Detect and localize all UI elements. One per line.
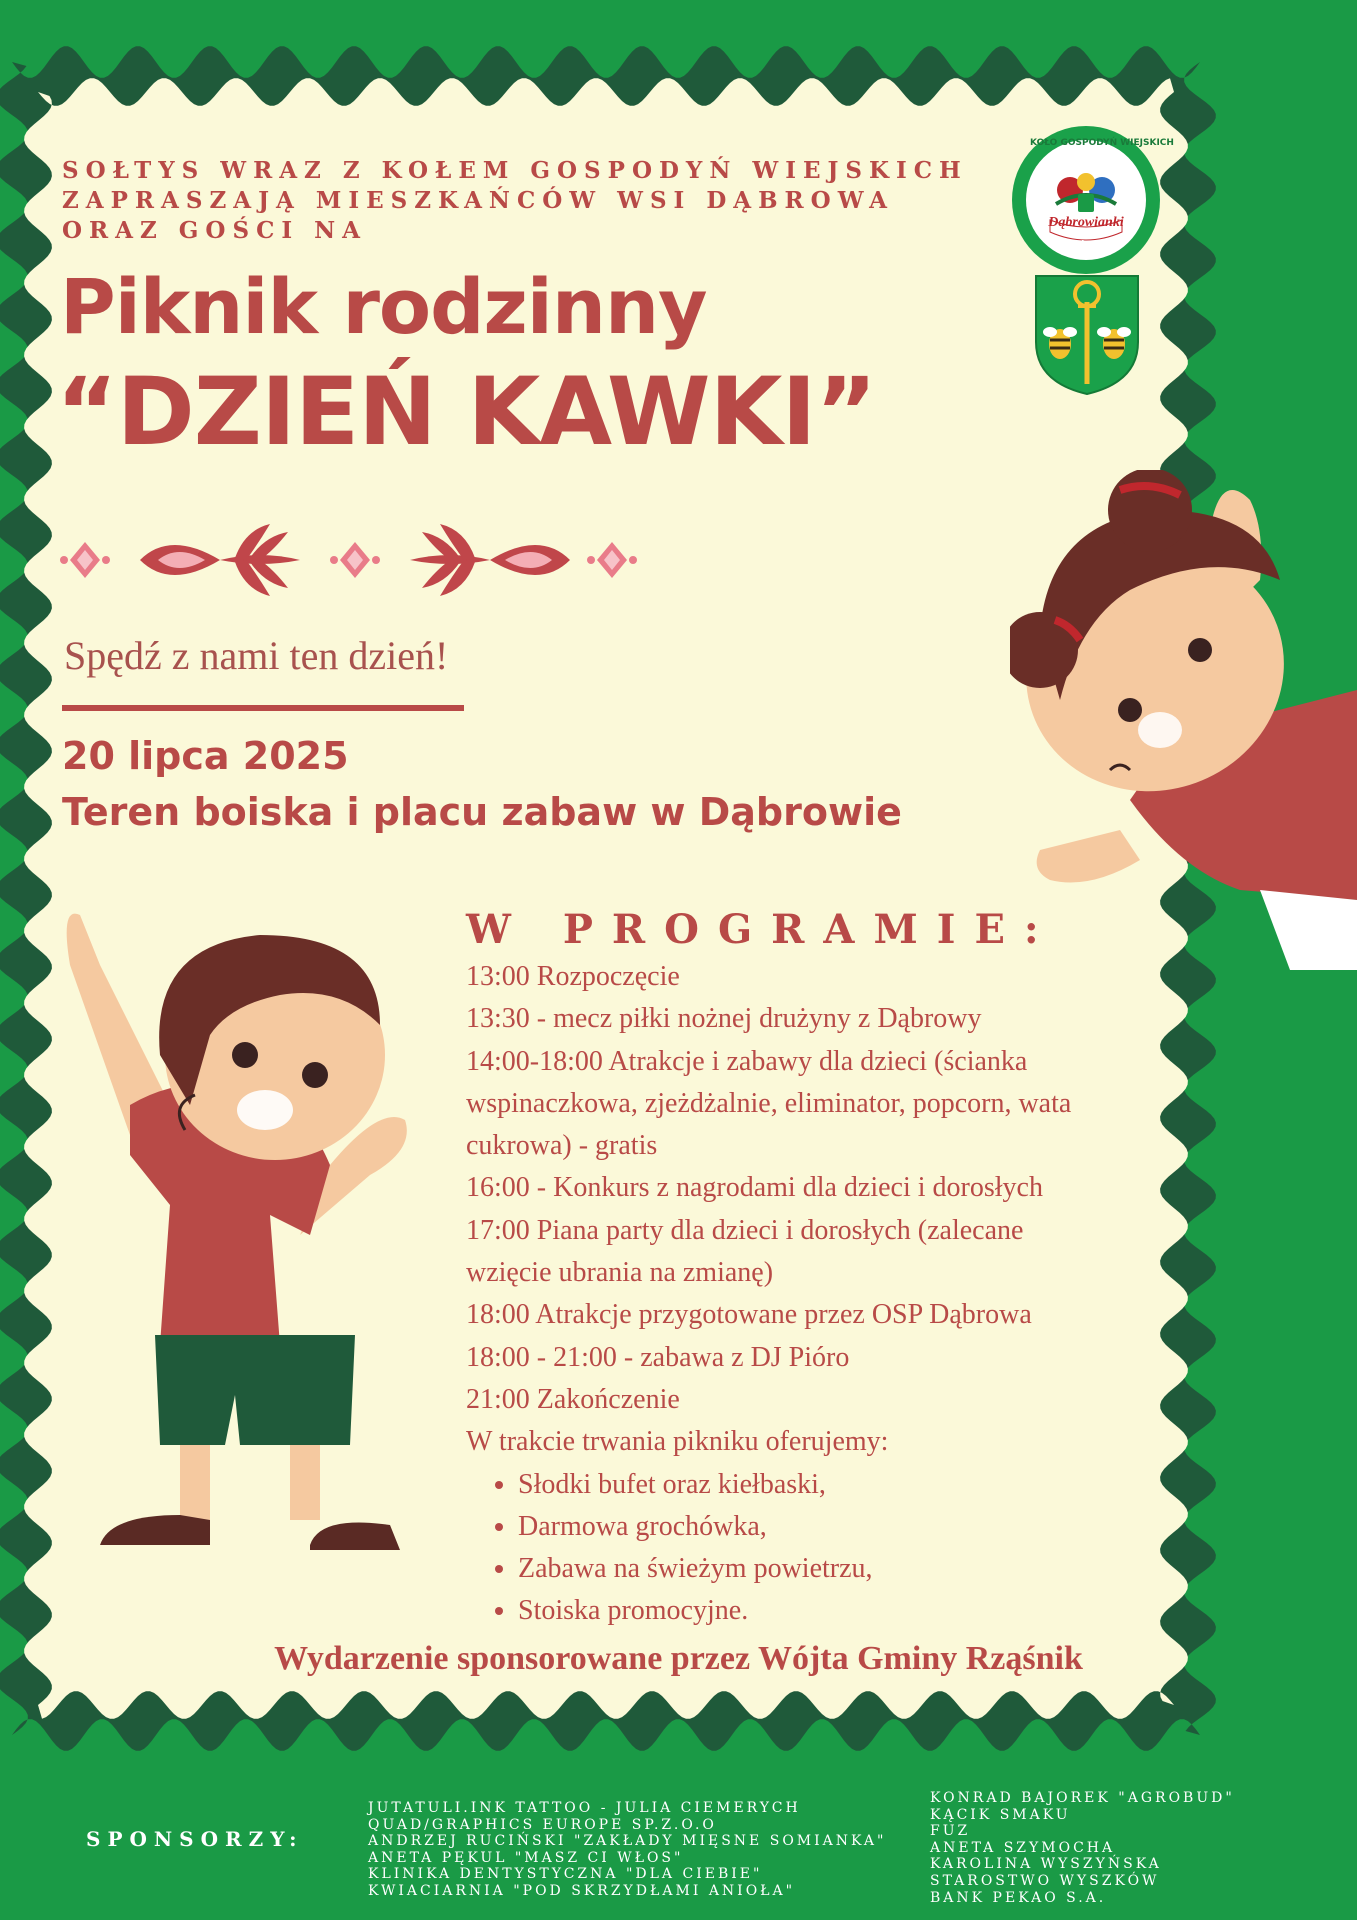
program-line: 14:00-18:00 Atrakcje i zabawy dla dzieci (ścianka [466,1045,1028,1077]
sponsor-item: KAROLINA WYSZYŃSKA [930,1856,1162,1873]
program-line: 18:00 - 21:00 - zabawa z DJ Pióro [466,1341,850,1373]
ornament-leaf-icon [140,545,220,575]
ornament-sprig-icon [220,524,300,596]
offer-item: • Darmowa grochówka, [518,1506,1206,1548]
sponsor-item: QUAD/GRAPHICS EUROPE SP.Z.O.O [368,1816,717,1833]
sponsor-item: STAROSTWO WYSZKÓW [930,1872,1160,1889]
invitation-line: ORAZ GOŚCI NA [62,217,368,244]
program-line: 17:00 Piana party dla dzieci i dorosłych (zalecane [466,1214,1024,1246]
invitation-line: SOŁTYS WRAZ Z KOŁEM GOSPODYŃ WIEJSKICH [62,157,968,184]
invitation-line: ZAPRASZAJĄ MIESZKAŃCÓW WSI DĄBROWA [62,187,894,214]
logo-name: Dąbrowianki [1048,215,1124,230]
event-title-line2: “DZIEŃ KAWKI” [56,358,877,467]
sponsors-label: SPONSORZY: [86,1827,304,1851]
offer-item: • Stoiska promocyjne. [518,1590,1206,1632]
program-line: 16:00 - Konkurs z nagrodami dla dzieci i dorosłych [466,1172,1043,1204]
program-line: wzięcie ubrania na zmianę) [466,1257,774,1289]
ornament-leaf-icon [490,545,570,575]
boy-illustration [50,905,450,1575]
event-venue: Teren boiska i placu zabaw w Dąbrowie [62,790,902,834]
folk-ornament-icon [60,520,650,600]
program-list [466,956,1206,1633]
logo-top-text: KOŁO GOSPODYŃ WIEJSKICH [1030,138,1174,148]
sponsors-column-2 [930,1790,1235,1906]
program-line: 13:00 Rozpoczęcie [466,961,680,992]
program-line: 18:00 Atrakcje przygotowane przez OSP Dąbrowa [466,1299,1032,1331]
program-line: wspinaczkowa, zjeżdżalnie, eliminator, popcorn, wata [466,1087,1072,1119]
event-date: 20 lipca 2025 [62,734,349,778]
ornament-diamond-icon [60,542,110,578]
sponsor-item: BANK PEKAO S.A. [930,1889,1107,1906]
program-heading: W PROGRAMIE: [466,906,1058,953]
offer-list [466,1464,1206,1633]
sponsor-note: Wydarzenie sponsorowane przez Wójta Gminy Rząśnik [274,1640,1083,1677]
girl-illustration [1010,470,1357,970]
program-line: 13:30 - mecz piłki nożnej drużyny z Dąbrowy [466,1003,982,1035]
event-title-line1: Piknik rodzinny [60,262,707,351]
offer-item: • Zabawa na świeżym powietrzu, [518,1548,1206,1590]
sponsors-column-1 [368,1800,886,1900]
sponsor-item: ANDRZEJ RUCIŃSKI "ZAKŁADY MIĘSNE SOMIANKA" [368,1833,887,1850]
sponsor-item: JUTATULI.INK TATTOO - JULIA CIEMERYCH [368,1800,801,1816]
sponsor-item: KWIACIARNIA "POD SKRZYDŁAMI ANIOŁA" [368,1882,796,1899]
sponsor-item: ANETA PĘKUL "MASZ CI WŁOS" [368,1849,684,1866]
sponsor-item: KĄCIK SMAKU [930,1806,1071,1823]
coat-of-arms-icon [1032,272,1142,398]
tagline: Spędź z nami ten dzień! [64,633,449,678]
program-line: cukrowa) - gratis [466,1130,658,1162]
offer-item: • Słodki bufet oraz kiełbaski, [518,1464,1206,1506]
sponsor-item: KLINIKA DENTYSTYCZNA "DLA CIEBIE" [368,1866,763,1883]
invitation-text [62,156,1022,246]
logo-bottom-text: w Dąbrowie [1056,240,1116,250]
ornament-diamond-icon [587,542,637,578]
sponsor-item: FUZ [930,1823,971,1840]
divider-line [62,705,464,711]
sponsor-item: ANETA SZYMOCHA [930,1839,1116,1856]
sponsor-item: KONRAD BAJOREK "AGROBUD" [930,1790,1235,1806]
program-line: W trakcie trwania pikniku oferujemy: [466,1426,889,1458]
program-line: 21:00 Zakończenie [466,1383,680,1415]
ornament-diamond-icon [330,542,380,578]
ornament-sprig-icon [410,524,490,596]
